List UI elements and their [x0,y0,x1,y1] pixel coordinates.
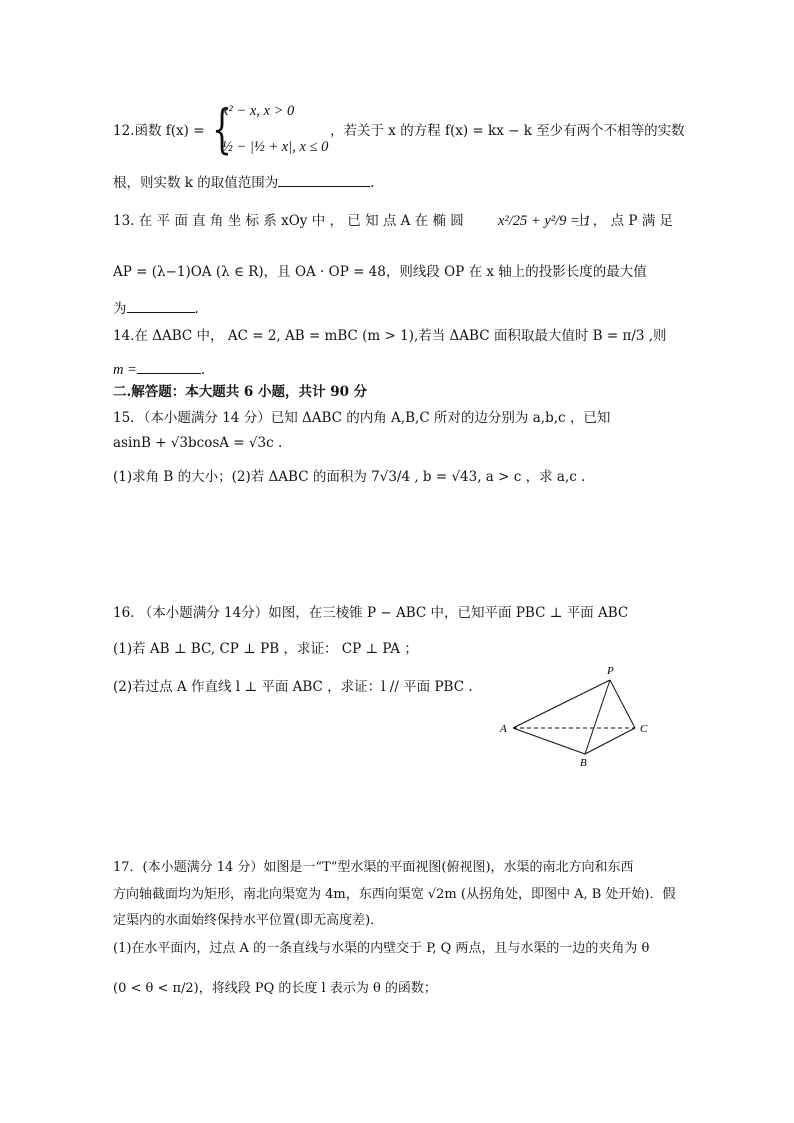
q13-line1b: 上 ， 点 P 满 足 [575,213,674,229]
q13-ellipse: x²/25 + y²/9 = 1 [498,213,591,229]
q17-line3: 定渠内的水面始终保持水平位置(即无高度差)． [113,913,384,928]
q12-case2: ½ − |½ + x|, x ≤ 0 [222,139,329,155]
q17-line2: 方向轴截面均为矩形，南北向渠宽为 4m，东西向渠宽 √2m (从拐角处，即图中 A, B 处开始)．假 [113,887,676,902]
q12-lead: 12.函数 f(x) = [113,123,205,139]
q15-line1: 15．（本小题满分 14 分）已知 ΔABC 的内角 A,B,C 所对的边分别为 a,b,c ，已知 [113,410,611,426]
q12-blank [278,172,370,187]
edge-pa [513,680,610,728]
q13-line3: 为 . [113,298,199,318]
q15-line2: asinB + √3bcosA = √3c . [113,435,283,451]
q14-line2: m = . [113,359,205,379]
q12-tail: ，若关于 x 的方程 f(x) = kx − k 至少有两个不相等的实数 [330,123,685,139]
q17-line1: 17．(本小题满分 14 分）如图是一“T”型水渠的平面视图(俯视图)，水渠的南北方向和东西 [113,860,634,875]
q17-line4: (1)在水平面内，过点 A 的一条直线与水渠的内壁交于 P, Q 两点，且与水渠的一边的夹角为 θ [113,941,650,956]
label-p: P [607,665,614,677]
edge-pc [610,680,635,728]
q17-line5: (0 < θ < π/2)，将线段 PQ 的长度 l 表示为 θ 的函数； [113,981,437,996]
q16-line2: (1)若 AB ⊥ BC, CP ⊥ PB ，求证： CP ⊥ PA ； [113,641,418,657]
q13-line1a: 13. 在 平 面 直 角 坐 标 系 xOy 中 ， 已 知 点 A 在 椭 圆 [113,213,464,229]
q12-case1: x² − x, x > 0 [222,103,295,119]
label-b: B [580,757,587,769]
label-a: A [500,723,507,735]
q14-blank [137,359,201,374]
q13-line2: AP = (λ−1)OA (λ ∈ R)，且 OA · OP = 48，则线段 OP 在 x 轴上的投影长度的最大值 [113,264,647,280]
q12-brace: { [212,100,232,160]
q12-line2: 根，则实数 k 的取值范围为 . [113,172,375,192]
q16-line3: (2)若过点 A 作直线 l ⊥ 平面 ABC ，求证：l // 平面 PBC . [113,679,473,695]
section-heading: 二.解答题：本大题共 6 小题，共计 90 分 [113,384,368,400]
edge-ab [513,728,585,754]
q15-line3: (1)求角 B 的大小；(2)若 ΔABC 的面积为 7√3/4 , b = √43, a > c ，求 a,c . [113,469,586,485]
tetrahedron-figure [495,662,655,770]
q14-line1: 14.在 ΔABC 中， AC = 2, AB = mBC (m > 1),若当 ΔABC 面积取最大值时 B = π/3 ,则 [113,328,667,344]
q13-blank [127,298,195,313]
label-c: C [640,723,648,735]
q16-line1: 16. （本小题满分 14分）如图，在三棱锥 P − ABC 中，已知平面 PBC ⊥ 平面 ABC [113,605,629,621]
